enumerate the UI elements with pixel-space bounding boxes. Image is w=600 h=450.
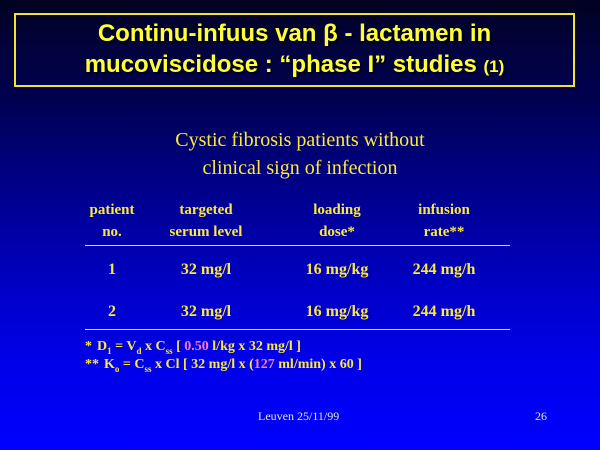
subtitle: [0, 126, 600, 182]
col-header-line: targeted: [179, 202, 233, 218]
footnote-infusion-rate-formula: [85, 357, 362, 374]
footer-location-date: Leuven 25/11/99: [258, 409, 340, 423]
formula-subscript: ss: [144, 363, 152, 374]
footnote-marker: *: [85, 339, 92, 354]
formula-segment: K: [104, 357, 115, 372]
table-cell-infusion-rate: 244 mg/h: [412, 261, 476, 278]
col-header-loading-dose: [313, 199, 361, 243]
formula-subscript: o: [114, 363, 120, 374]
formula-highlight-value: 127: [253, 357, 275, 372]
slide-title-number: (1): [483, 57, 505, 76]
footnote-marker: **: [85, 357, 99, 372]
footnote-loading-dose-formula: [85, 339, 301, 356]
col-header-line: loading: [313, 202, 361, 218]
formula-segment: [: [172, 339, 185, 354]
formula-segment: ml/min) x 60 ]: [274, 357, 362, 372]
col-header-line: serum level: [169, 224, 243, 240]
formula-subscript: ss: [165, 345, 173, 356]
formula-segment: l/kg x 32 mg/l ]: [208, 339, 301, 354]
table-cell-serum-level: 32 mg/l: [180, 303, 232, 320]
table-cell-infusion-rate: 244 mg/h: [412, 303, 476, 320]
table-cell-loading-dose: 16 mg/kg: [305, 261, 369, 278]
subtitle-line2: clinical sign of infection: [202, 157, 398, 179]
title-box: [14, 13, 575, 87]
formula-segment: = V: [111, 339, 137, 354]
table-cell-patient-no: 2: [108, 303, 116, 320]
page-number: 26: [535, 409, 547, 423]
formula-segment: x C: [141, 339, 166, 354]
formula-subscript: 1: [107, 345, 112, 356]
col-header-line: no.: [102, 224, 122, 240]
table-cell-loading-dose: 16 mg/kg: [305, 303, 369, 320]
formula-segment: = C: [119, 357, 145, 372]
slide-title-line2: [85, 49, 505, 82]
slide-title-line2-text: mucoviscidose : “phase I” studies: [84, 51, 477, 78]
col-header-line: rate**: [423, 224, 465, 240]
table-cell-serum-level: 32 mg/l: [180, 261, 232, 278]
col-header-line: infusion: [418, 202, 470, 218]
table-rule-top: [85, 245, 510, 246]
formula-segment: D: [97, 339, 108, 354]
table-cell-patient-no: 1: [108, 261, 116, 278]
formula-highlight-value: 0.50: [184, 339, 209, 354]
col-header-serum-level: [170, 199, 243, 243]
col-header-infusion-rate: [418, 199, 470, 243]
formula-segment: x Cl [ 32 mg/l x (: [151, 357, 254, 372]
col-header-line: patient: [89, 202, 135, 218]
slide-title-line1: Continu-infuus van β - lactamen in: [97, 20, 492, 47]
formula-subscript: d: [136, 345, 142, 356]
subtitle-line1: Cystic fibrosis patients without: [175, 129, 425, 151]
col-header-line: dose*: [319, 224, 355, 240]
col-header-patient-no: [90, 199, 135, 243]
table-rule-bottom: [85, 329, 510, 330]
